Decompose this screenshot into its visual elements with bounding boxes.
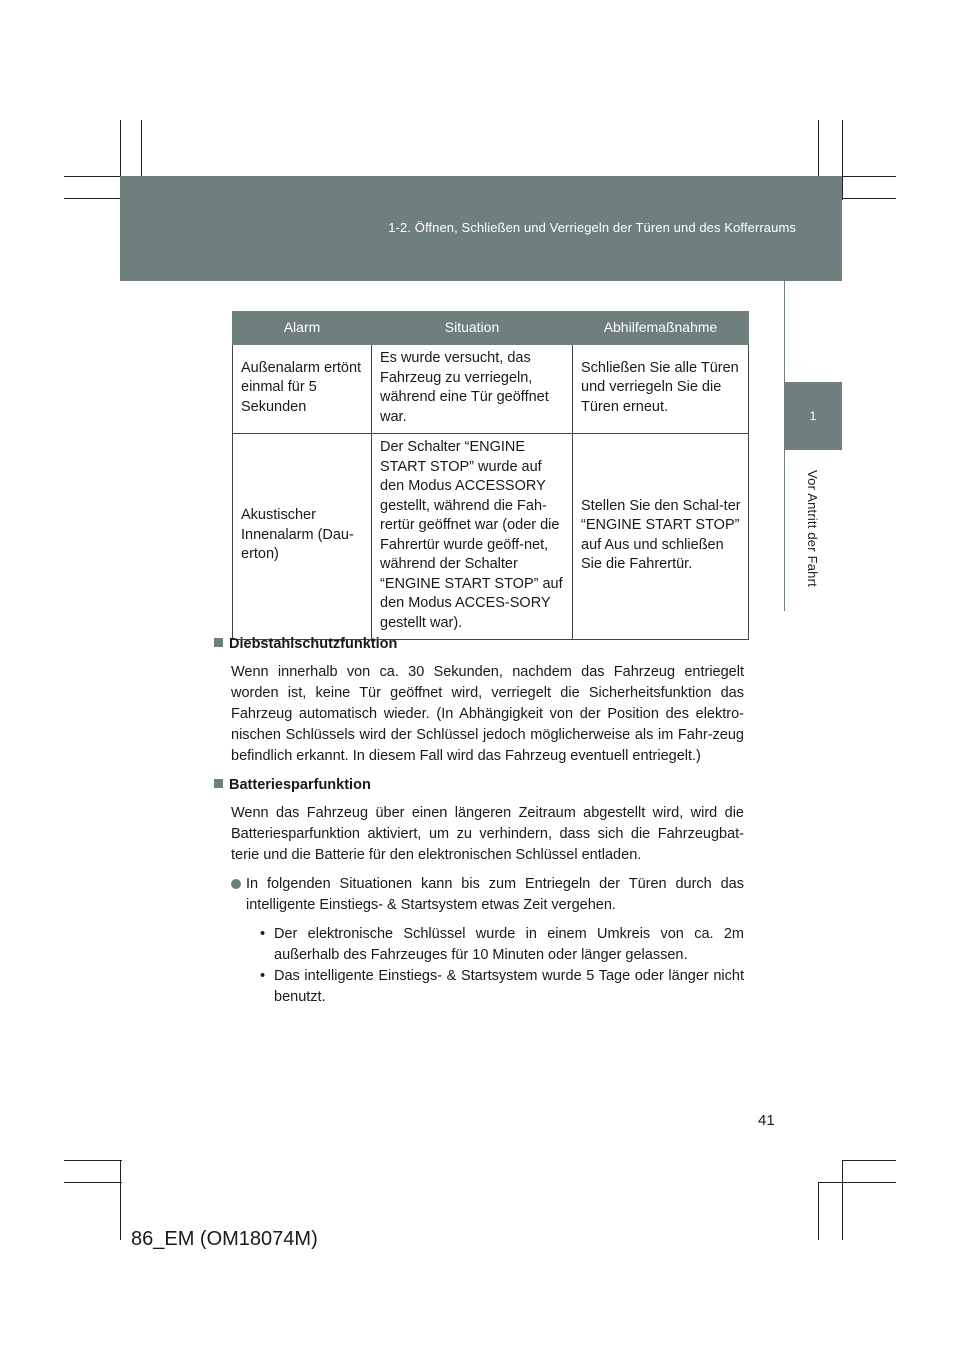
document-code: 86_EM (OM18074M) bbox=[131, 1228, 318, 1250]
column-header-alarm: Alarm bbox=[233, 312, 372, 345]
table-row bbox=[233, 434, 749, 640]
cell-alarm: Außenalarm ertönt einmal für 5 Sekunden bbox=[233, 345, 372, 434]
chapter-tab: 1 bbox=[784, 382, 842, 450]
list-item bbox=[260, 966, 744, 1008]
crop-mark bbox=[818, 1182, 896, 1183]
paragraph-anti-theft: Wenn innerhalb von ca. 30 Sekunden, nachdem das Fahrzeug entriegelt worden ist, keine Tür geöffnet wird, verriegelt die Sicherheitsfunktion das Fahrzeug automatisch wieder. (In Abhängigkeit von der Position des elektro-nischen Schlüssels wird der Schlüssel jedoch möglicherweise als im Fahr-zeug befindlich erkannt. In diesem Fall wird das Fahrzeug eventuell entriegelt.) bbox=[231, 664, 744, 764]
table-row bbox=[233, 345, 749, 434]
sub-item-text: Das intelligente Einstiegs- & Startsystem wurde 5 Tage oder länger nicht benutzt. bbox=[274, 968, 744, 1005]
square-bullet-icon bbox=[214, 638, 223, 647]
crop-mark bbox=[64, 1182, 122, 1183]
paragraph-battery-saver: Wenn das Fahrzeug über einen längeren Zeitraum abgestellt wird, wird die Batteriesparfunktion aktiviert, um zu verhindern, dass sich die Fahrzeugbat-terie und die Batterie für den elektronischen Schlüssel entladen. bbox=[231, 805, 744, 863]
header-band bbox=[120, 176, 842, 281]
sub-item-text: Der elektronische Schlüssel wurde in einem Umkreis von ca. 2m außerhalb des Fahrzeuges für 10 Minuten oder länger gelassen. bbox=[274, 926, 744, 963]
heading-battery-saver: Batteriesparfunktion bbox=[229, 777, 371, 793]
section-heading bbox=[214, 634, 744, 655]
crop-mark bbox=[818, 1182, 819, 1240]
bullet-mark: • bbox=[260, 968, 266, 984]
body-content bbox=[214, 634, 744, 1008]
list-item bbox=[231, 874, 744, 916]
chapter-title: Vor Antritt der Fahrt bbox=[805, 470, 820, 587]
table-header-row bbox=[233, 312, 749, 345]
circle-bullet-icon bbox=[231, 879, 241, 889]
alarm-table bbox=[232, 311, 749, 640]
section-title: 1-2. Öffnen, Schließen und Verriegeln der Türen und des Kofferraums bbox=[388, 220, 796, 235]
page-number: 41 bbox=[758, 1112, 775, 1129]
column-header-situation: Situation bbox=[372, 312, 573, 345]
crop-mark bbox=[120, 1160, 121, 1240]
cell-situation: Es wurde versucht, das Fahrzeug zu verriegeln, während eine Tür geöffnet war. bbox=[372, 345, 573, 434]
bullet-mark: • bbox=[260, 926, 266, 942]
cell-remedy: Stellen Sie den Schal-ter “ENGINE START STOP” auf Aus und schließen Sie die Fahrertür. bbox=[573, 434, 749, 640]
section-heading bbox=[214, 775, 744, 796]
column-header-remedy: Abhilfemaßnahme bbox=[573, 312, 749, 345]
crop-mark bbox=[842, 1160, 896, 1161]
bullet-text: In folgenden Situationen kann bis zum Entriegeln der Türen durch das intelligente Einstiegs- & Startsystem etwas Zeit vergehen. bbox=[246, 876, 744, 913]
crop-mark bbox=[842, 1160, 843, 1240]
list-item bbox=[260, 924, 744, 966]
cell-situation: Der Schalter “ENGINE START STOP” wurde auf den Modus ACCESSORY gestellt, während die Fah-rertür geöffnet war (oder die Fahrertür wurde geöff-net, während der Schalter “ENGINE START STOP” auf den Modus ACCES-SORY gestellt war). bbox=[372, 434, 573, 640]
crop-mark bbox=[64, 1160, 122, 1161]
crop-mark bbox=[842, 120, 843, 200]
square-bullet-icon bbox=[214, 779, 223, 788]
heading-anti-theft: Diebstahlschutzfunktion bbox=[229, 636, 398, 652]
cell-remedy: Schließen Sie alle Türen und verriegeln Sie die Türen erneut. bbox=[573, 345, 749, 434]
cell-alarm: Akustischer Innenalarm (Dau-erton) bbox=[233, 434, 372, 640]
